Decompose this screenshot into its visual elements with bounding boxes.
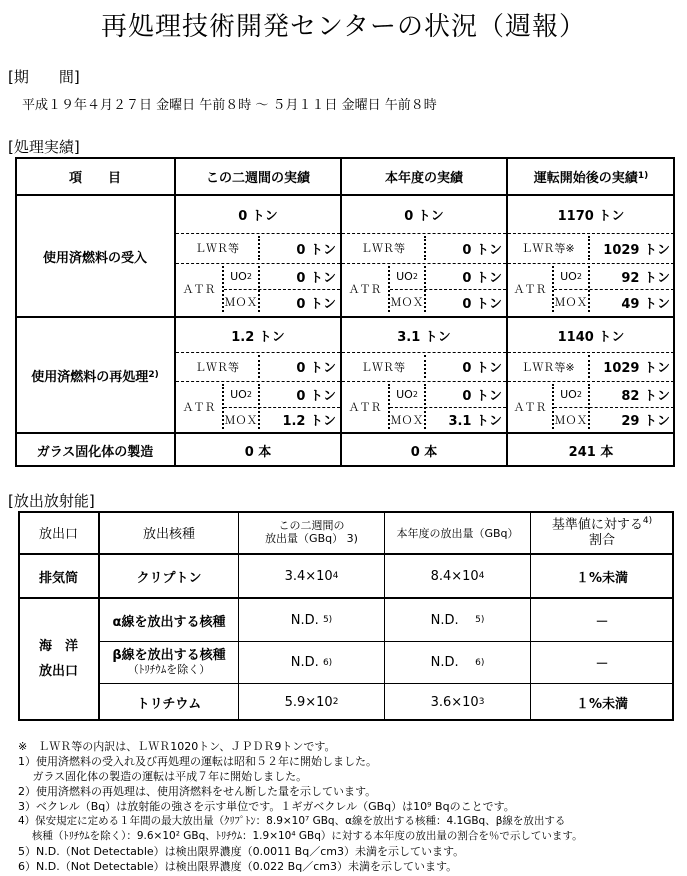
header-ratio: 基準値に対する$^{4)}$ 割合 — [551, 516, 653, 548]
tritium-two-weeks: 5.9×10 2 — [284, 694, 339, 710]
reprocess-mox: 29 トン — [621, 414, 670, 429]
receipt-lwr: 0 トン — [296, 242, 336, 258]
glass-value: 0 本 — [244, 444, 272, 460]
footnote: 6）N.D.（Not Detectable）は検出限界濃度（0.022 Bq／cm3）未満を示しています。 — [18, 860, 458, 873]
uo2-label: UO 2 — [230, 270, 252, 283]
beta-two-weeks: N.D. 6) — [290, 655, 333, 670]
footnote: 核種（ﾄﾘﾁｳﾑを除く）：9.6×10² GBq、ﾄﾘﾁｳﾑ：1.9×10⁴ GBq）に対する本年度の放出量の割合を％で示しています。 — [18, 830, 583, 842]
glass-value: 0 本 — [410, 444, 438, 460]
reprocess-lwr: 0 トン — [462, 361, 502, 376]
lwr-label: ＬＷＲ等※ — [521, 360, 575, 374]
page-title: 再処理技術開発センターの状況（週報） — [101, 12, 586, 42]
mox-label: ＭＯＸ — [224, 296, 258, 309]
receipt-mox: 0 トン — [296, 296, 336, 312]
row-label-glass: ガラス固化体の製造 — [36, 444, 154, 460]
period-heading: [期 間] — [8, 68, 80, 86]
receipt-uo2: 0 トン — [462, 271, 502, 286]
header-nuclide: 放出核種 — [142, 527, 195, 542]
receipt-uo2: 92 トン — [621, 271, 670, 286]
alpha-ratio: － — [595, 614, 609, 630]
footnote: ガラス固化体の製造の運転は平成７年に開始しました。 — [18, 770, 308, 783]
atr-label: ＡＴＲ — [182, 400, 216, 414]
stack-this-year: 8.4×10 4 — [430, 568, 485, 584]
header-since-start: 運転開始後の実績 1) — [533, 170, 649, 186]
nuclide-tritium: トリチウム — [136, 696, 202, 712]
processing-heading: [処理実績] — [8, 138, 80, 156]
atr-label: ＡＴＲ — [513, 283, 547, 296]
lwr-label: ＬＷＲ等 — [361, 360, 405, 374]
reprocess-mox: 1.2 トン — [282, 414, 336, 429]
atr-label: ＡＴＲ — [513, 400, 547, 414]
receipt-total: 0 トン — [238, 208, 278, 224]
footnote: 2）使用済燃料の再処理は、使用済燃料をせん断した量を示しています。 — [18, 785, 377, 798]
atr-label: ＡＴＲ — [182, 283, 216, 296]
receipt-mox: 0 トン — [462, 296, 502, 312]
uo2-label: UO 2 — [396, 270, 418, 283]
footnote-ref: 1) — [637, 171, 649, 181]
footnote: ※ ＬＷＲ等の内訳は、ＬＷＲ1020トン、ＪＰＤＲ9トンです。 — [18, 740, 336, 753]
mox-label: ＭＯＸ — [554, 296, 588, 309]
lwr-label: ＬＷＲ等※ — [521, 242, 575, 255]
glass-value: 241 本 — [568, 444, 614, 460]
reprocess-total: 3.1 トン — [397, 329, 451, 345]
stack-two-weeks: 3.4×10 4 — [284, 568, 339, 584]
release-heading: [放出放射能] — [8, 492, 95, 510]
receipt-lwr: 0 トン — [462, 242, 502, 258]
header-this-year-release: 本年度の放出量（GBq） — [396, 526, 519, 540]
uo2-label: UO 2 — [560, 388, 582, 401]
row-label-reprocess: 使用済燃料の再処理 2) — [31, 369, 159, 385]
receipt-total: 0 トン — [404, 208, 444, 224]
reprocess-total: 1.2 トン — [231, 329, 285, 345]
outlet-sea: 海 洋 放出口 — [38, 638, 78, 679]
outlet-stack: 排気筒 — [38, 570, 78, 586]
reprocess-mox: 3.1 トン — [448, 414, 502, 429]
reprocess-uo2: 0 トン — [296, 389, 336, 404]
mox-label: ＭＯＸ — [224, 413, 258, 427]
mox-label: ＭＯＸ — [390, 413, 424, 427]
footnote: 3）ベクレル（Bq）は放射能の強さを示す単位です。１ギガベクレル（GBq）は10⁹ Bqのことです。 — [18, 800, 515, 813]
header-this-year: 本年度の実績 — [384, 170, 463, 186]
nuclide-beta: β線を放出する核種 （ﾄﾘﾁｳﾑを除く） — [112, 647, 226, 676]
lwr-label: ＬＷＲ等 — [195, 360, 239, 374]
atr-label: ＡＴＲ — [348, 400, 382, 414]
header-item: 項 目 — [68, 170, 121, 186]
receipt-uo2: 0 トン — [296, 271, 336, 286]
uo2-label: UO 2 — [396, 388, 418, 401]
mox-label: ＭＯＸ — [390, 296, 424, 309]
reprocess-uo2: 82 トン — [621, 389, 670, 404]
header-two-weeks-release: この二週間の 放出量（GBq） 3) — [265, 518, 358, 545]
reprocess-lwr: 1029 トン — [603, 361, 670, 376]
footnote: 1）使用済燃料の受入れ及び再処理の運転は昭和５２年に開始しました。 — [18, 755, 377, 768]
receipt-lwr: 1029 トン — [603, 242, 670, 258]
footnote: 4）保安規定に定める１年間の最大放出量（ｸﾘﾌﾟﾄﾝ：8.9×10⁷ GBq、α線を放出する核種：4.1GBq、β線を放出する — [18, 815, 566, 827]
lwr-label: ＬＷＲ等 — [195, 242, 239, 255]
footnote-ref: 2) — [148, 370, 159, 380]
period-text: 平成１９年４月２７日 金曜日 午前８時 ～ ５月１１日 金曜日 午前８時 — [22, 98, 437, 113]
receipt-total: 1170 トン — [557, 208, 625, 224]
row-label-receipt: 使用済燃料の受入 — [42, 250, 147, 266]
reprocess-total: 1140 トン — [557, 329, 625, 345]
atr-label: ＡＴＲ — [348, 283, 382, 296]
footnote: 5）N.D.（Not Detectable）は検出限界濃度（0.0011 Bq／cm3）未満を示しています。 — [18, 845, 465, 858]
header-two-weeks: この二週間の実績 — [205, 170, 310, 186]
receipt-mox: 49 トン — [621, 296, 670, 312]
beta-this-year: N.D. 6) — [430, 655, 485, 670]
tritium-ratio: １%未満 — [575, 696, 629, 712]
reprocess-uo2: 0 トン — [462, 389, 502, 404]
nuclide-krypton: クリプトン — [136, 570, 202, 586]
alpha-this-year: N.D. 5) — [430, 612, 485, 628]
lwr-label: ＬＷＲ等 — [361, 242, 405, 255]
mox-label: ＭＯＸ — [554, 413, 588, 427]
header-outlet: 放出口 — [38, 527, 78, 542]
nuclide-alpha: α線を放出する核種 — [112, 614, 226, 630]
tritium-this-year: 3.6×10 3 — [430, 694, 485, 710]
uo2-label: UO 2 — [230, 388, 252, 401]
beta-ratio: － — [595, 657, 609, 672]
alpha-two-weeks: N.D. 5) — [290, 612, 333, 628]
stack-ratio: １%未満 — [575, 570, 629, 586]
reprocess-lwr: 0 トン — [296, 361, 336, 376]
uo2-label: UO 2 — [560, 270, 582, 283]
